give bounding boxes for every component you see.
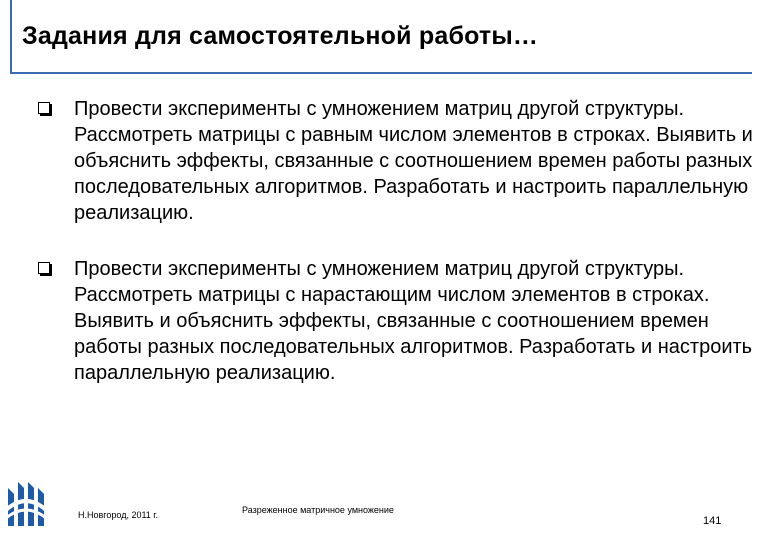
square-bullet-icon bbox=[38, 262, 50, 274]
university-logo-icon bbox=[2, 470, 50, 532]
bullet-list bbox=[38, 96, 758, 416]
footer-location: Н.Новгород, 2011 г. bbox=[78, 510, 158, 520]
slide-title: Задания для самостоятельной работы… bbox=[22, 22, 539, 50]
list-item bbox=[38, 96, 758, 226]
list-item bbox=[38, 256, 758, 386]
footer-topic: Разреженное матричное умножение bbox=[242, 505, 394, 515]
bullet-text: Провести эксперименты с умножением матриц другой структуры. Рассмотреть матрицы с нарастающим числом элементов в строках. Выявить и объяснить эффекты, связанные с соотношением времен работы разных последовательных алгоритмов. Разработать и настроить параллельную реализацию. bbox=[74, 258, 753, 384]
page-number: 141 bbox=[703, 515, 722, 527]
bullet-text: Провести эксперименты с умножением матриц другой структуры. Рассмотреть матрицы с равным числом элементов в строках. Выявить и объяснить эффекты, связанные с соотношением времен работы разных последовательных алгоритмов. Разработать и настроить параллельную реализацию. bbox=[74, 98, 753, 224]
square-bullet-icon bbox=[38, 102, 50, 114]
